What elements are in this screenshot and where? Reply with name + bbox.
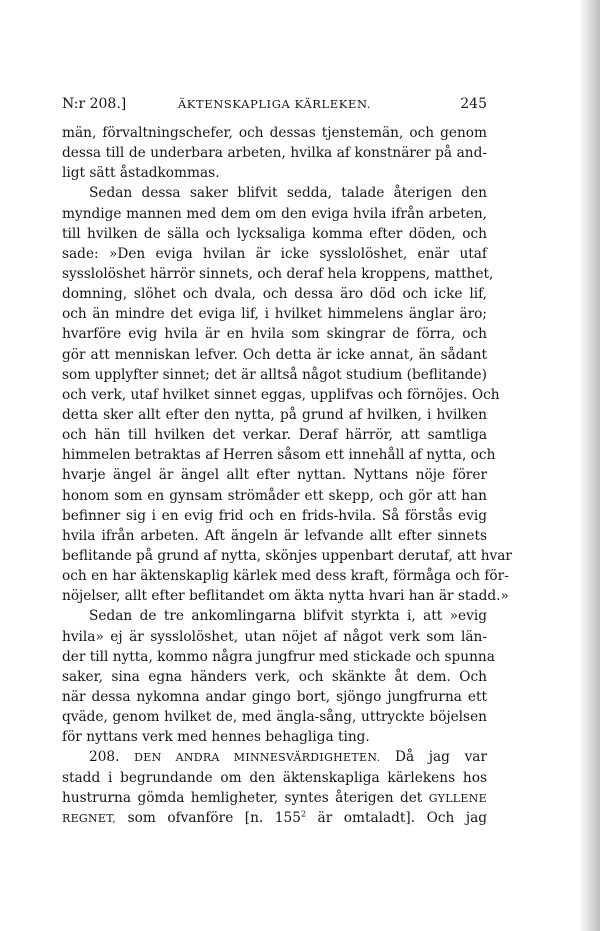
text-line: Sedan de tre ankomlingarna blifvit styrkta i, att »evig: [89, 608, 487, 625]
text-line: stadd i begrundande om den äktenskapliga kärlekens hos: [62, 769, 487, 786]
text-line: detta sker allt efter den nytta, på grund af hvilken, i hvilken: [62, 406, 487, 423]
text-line: och än mindre det eviga lif, i hvilket himmelens änglar äro;: [62, 306, 487, 323]
small-caps-word: GYLLENE: [428, 791, 487, 805]
text-line: himmelen betraktas af Herren såsom ett innehåll af nytta, och: [62, 447, 496, 464]
text-line: dessa till de underbara arbeten, hvilka af konstnärer på and-: [62, 145, 487, 162]
text-line: honom som en gynsam strömåder ett skepp, och gör att han: [62, 487, 487, 504]
text-line: och en har äktenskaplig kärlek med dess kraft, förmåga och för-: [62, 568, 509, 585]
text-line: och hän till hvilken det verkar. Deraf härrör, att samtliga: [62, 427, 487, 444]
text-line: myndige mannen med dem om den eviga hvila ifrån arbeten,: [62, 205, 487, 222]
running-header: [62, 93, 487, 115]
text-span: Då jag var: [395, 749, 488, 766]
text-line: sysslolöshet härrör sinnets, och deraf hela kroppens, matthet,: [62, 265, 494, 282]
section-number: N:r 208.]: [62, 96, 127, 112]
page-edge-shadow: [578, 0, 600, 931]
text-line: till hvilken de sälla och lycksaliga komma efter döden, och: [62, 225, 487, 242]
section-heading-line: [62, 747, 487, 767]
text-line: der till nytta, kommo några jungfrur med stickade och spunna: [62, 648, 495, 665]
text-line: [62, 788, 487, 808]
text-line: hvila» ej är sysslolöshet, utan nöjet af något verk som län-: [62, 628, 487, 645]
text-line: hvarföre evig hvila är en hvila som skingrar de förra, och: [62, 326, 487, 343]
text-line: Sedan dessa saker blifvit sedda, talade återigen den: [89, 185, 487, 202]
text-line: qväde, genom hvilket de, med ängla-sång, uttryckte böjelsen: [62, 709, 487, 726]
text-line: när dessa nykomna andar gingo bort, sjöngo jungfrurna ett: [62, 688, 487, 705]
section-heading: DEN ANDRA MINNESVÄRDIGHETEN.: [134, 751, 381, 765]
text-span: är omtaladt]. Och jag: [317, 809, 487, 826]
body-text: [62, 123, 512, 828]
text-line: hvarje ängel är ängel allt efter nyttan. Nyttans nöje förer: [62, 467, 487, 484]
text-line: saker, sina egna händers verk, och skänkte åt dem. Och: [62, 668, 487, 685]
text-line: hvila ifrån arbeten. Aft ängeln är lefvande allt efter sinnets: [62, 527, 487, 544]
text-line: domning, slöhet och dvala, och dessa äro död och icke lif,: [62, 286, 487, 303]
small-caps-word: REGNET,: [62, 811, 117, 825]
footnote-ref: 2: [300, 809, 307, 819]
text-line: beflitande på grund af nytta, skönjes uppenbart derutaf, att hvar: [62, 547, 512, 564]
text-line: män, förvaltningschefer, och dessas tjenstemän, och genom: [62, 125, 487, 141]
page-number: 245: [460, 96, 487, 112]
text-line: [62, 808, 487, 828]
section-number-208: 208.: [89, 749, 120, 766]
text-line: som upplyfter sinnet; det är alltså något studium (beflitande): [62, 366, 487, 383]
text-span: hustrurna gömda hemligheter, syntes återigen det: [62, 789, 423, 806]
text-span: som ofvanföre [n. 155: [127, 809, 301, 826]
text-line: nöjelser, allt efter beflitandet om äkta nytta hvari han är stadd.»: [62, 588, 509, 605]
text-line: sade: »Den eviga hvilan är icke sysslolöshet, enär utaf: [62, 245, 487, 262]
text-line: och verk, utaf hvilket sinnet eggas, upplifvas och förnöjes. Och: [62, 386, 500, 403]
text-line: för nyttans verk med hennes behagliga ting.: [62, 729, 370, 746]
text-line: ligt sätt åstadkommas.: [62, 165, 220, 182]
running-title: ÄKTENSKAPLIGA KÄRLEKEN.: [177, 97, 372, 111]
text-line: gör att menniskan lefver. Och detta är icke annat, än sådant: [62, 346, 487, 363]
text-line: befinner sig i en evig frid och en frids-hvila. Så förstås evig: [62, 507, 487, 524]
